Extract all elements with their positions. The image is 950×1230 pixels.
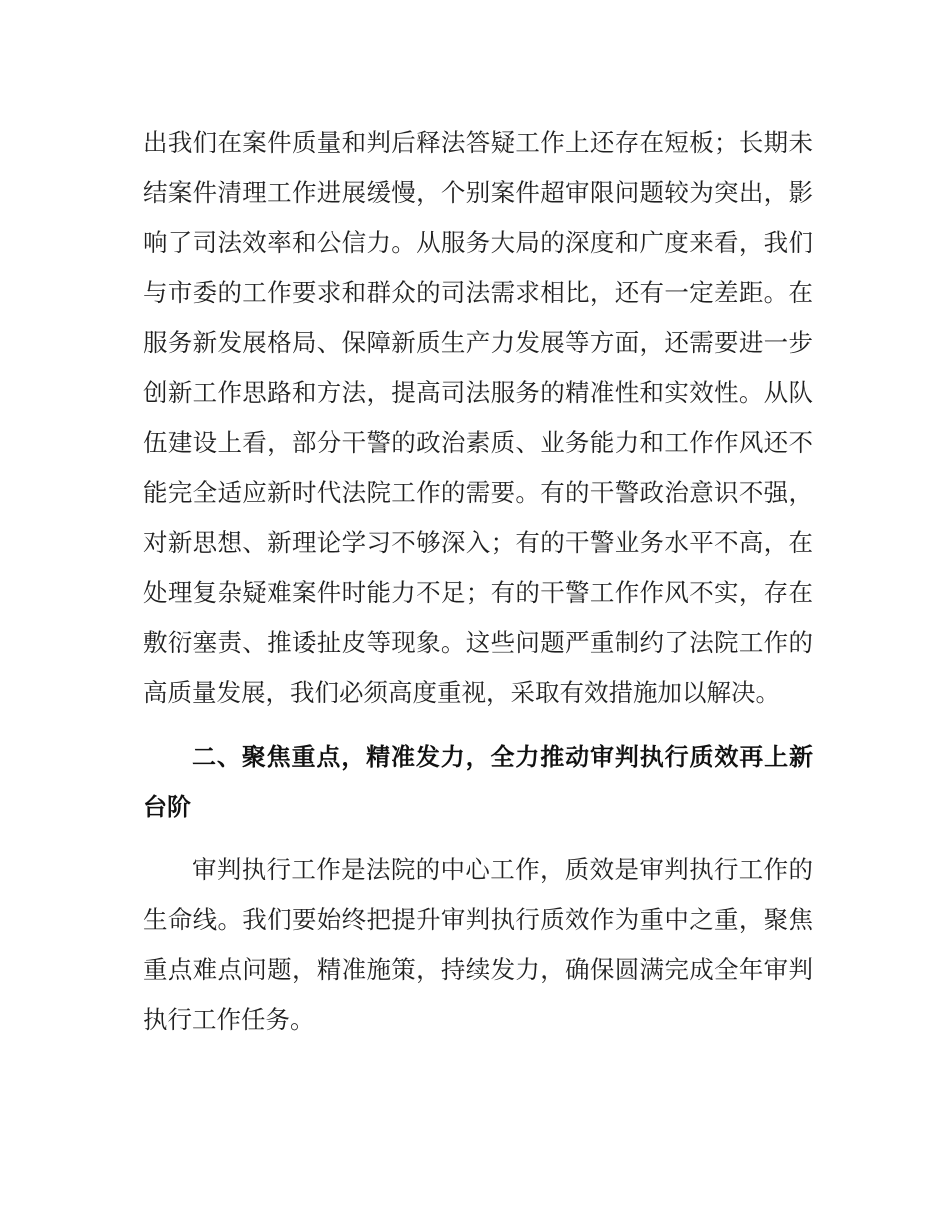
paragraph-line: 创新工作思路和方法，提高司法服务的精准性和实效性。从队 (143, 378, 813, 407)
paragraph-line: 响了司法效率和公信力。从服务大局的深度和广度来看，我们 (143, 228, 813, 257)
heading-line: 台阶 (143, 793, 191, 821)
paragraph-line: 伍建设上看，部分干警的政治素质、业务能力和工作作风还不 (143, 428, 813, 457)
paragraph-line: 敷衍塞责、推诿扯皮等现象。这些问题严重制约了法院工作的 (143, 628, 813, 657)
paragraph-line: 审判执行工作是法院的中心工作，质效是审判执行工作的 (192, 855, 813, 884)
paragraph-line: 生命线。我们要始终把提升审判执行质效作为重中之重，聚焦 (143, 905, 813, 934)
paragraph-line: 结案件清理工作进展缓慢，个别案件超审限问题较为突出，影 (143, 178, 813, 207)
paragraph-line: 对新思想、新理论学习不够深入；有的干警业务水平不高，在 (143, 528, 813, 557)
paragraph-line: 执行工作任务。 (143, 1005, 315, 1034)
paragraph-line: 与市委的工作要求和群众的司法需求相比，还有一定差距。在 (143, 278, 813, 307)
heading-line: 二、聚焦重点，精准发力，全力推动审判执行质效再上新 (192, 743, 813, 771)
paragraph-line: 高质量发展，我们必须高度重视，采取有效措施加以解决。 (143, 678, 780, 707)
paragraph-line: 重点难点问题，精准施策，持续发力，确保圆满完成全年审判 (143, 955, 813, 984)
paragraph-line: 处理复杂疑难案件时能力不足；有的干警工作作风不实，存在 (143, 578, 813, 607)
paragraph-line: 能完全适应新时代法院工作的需要。有的干警政治意识不强， (143, 478, 813, 507)
paragraph-line: 服务新发展格局、保障新质生产力发展等方面，还需要进一步 (143, 328, 813, 357)
paragraph-line: 出我们在案件质量和判后释法答疑工作上还存在短板；长期未 (143, 128, 813, 157)
